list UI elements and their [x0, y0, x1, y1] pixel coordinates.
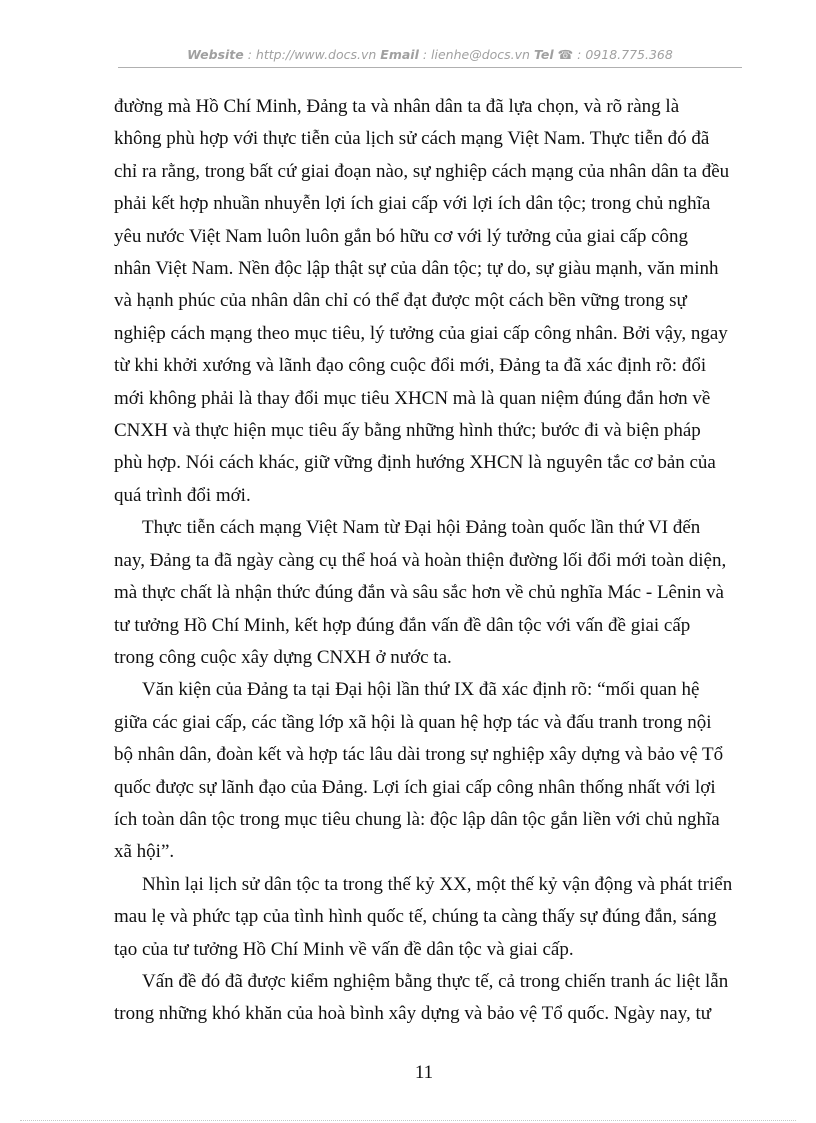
text-line: nghiệp cách mạng theo mục tiêu, lý tưởng của giai cấp công nhân. Bởi vậy, ngay: [114, 322, 728, 344]
paragraph: [114, 966, 742, 1031]
text-line: mà thực chất là nhận thức đúng đắn và sâu sắc hơn về chủ nghĩa Mác - Lênin và: [114, 582, 724, 604]
text-line: Nhìn lại lịch sử dân tộc ta trong thế kỷ XX, một thế kỷ vận động và phát triển: [142, 873, 733, 895]
paragraph: [114, 512, 742, 674]
tel-label: Tel: [533, 47, 554, 62]
text-line: phù hợp. Nói cách khác, giữ vững định hướng XHCN là nguyên tắc cơ bản của: [114, 452, 716, 474]
text-line: yêu nước Việt Nam luôn luôn gắn bó hữu cơ với lý tưởng của giai cấp công: [114, 225, 689, 247]
text-line: chỉ ra rằng, trong bất cứ giai đoạn nào, sự nghiệp cách mạng của nhân dân ta đều: [114, 160, 730, 182]
email-value: : lienhe@docs.vn: [418, 47, 534, 62]
page-number: 11: [414, 1062, 434, 1083]
email-label: Email: [380, 47, 419, 62]
text-line: trong những khó khăn của hoà bình xây dựng và bảo vệ Tổ quốc. Ngày nay, tư: [114, 1003, 712, 1025]
text-line: đường mà Hồ Chí Minh, Đảng ta và nhân dân ta đã lựa chọn, và rõ ràng là: [114, 96, 680, 117]
text-line: ích toàn dân tộc trong mục tiêu chung là: độc lập dân tộc gắn liền với chủ nghĩa: [114, 808, 720, 830]
paragraph: [114, 91, 742, 512]
text-line: quốc được sự lãnh đạo của Đảng. Lợi ích giai cấp công nhân thống nhất với lợi: [114, 776, 716, 798]
text-line: xã hội”.: [114, 841, 175, 863]
paragraph: [114, 674, 742, 868]
page-header: [118, 47, 742, 69]
header-divider: [118, 67, 742, 68]
text-line: nay, Đảng ta đã ngày càng cụ thể hoá và hoàn thiện đường lối đổi mới toàn diện,: [114, 549, 727, 571]
paragraph: [114, 869, 742, 966]
tel-value: : 0918.775.368: [573, 47, 673, 62]
text-line: giữa các giai cấp, các tầng lớp xã hội là quan hệ hợp tác và đấu tranh trong nội: [114, 711, 712, 733]
text-line: Thực tiễn cách mạng Việt Nam từ Đại hội Đảng toàn quốc lần thứ VI đến: [142, 517, 701, 539]
text-line: mau lẹ và phức tạp của tình hình quốc tế, chúng ta càng thấy sự đúng đắn, sáng: [114, 906, 717, 928]
text-line: nhân Việt Nam. Nền độc lập thật sự của dân tộc; tự do, sự giàu mạnh, văn minh: [114, 258, 719, 280]
document-body: [114, 91, 742, 1031]
text-line: Vấn đề đó đã được kiểm nghiệm bằng thực tế, cả trong chiến tranh ác liệt lẫn: [142, 970, 729, 992]
text-line: tạo của tư tưởng Hồ Chí Minh về vấn đề dân tộc và giai cấp.: [114, 938, 574, 960]
text-line: tư tưởng Hồ Chí Minh, kết hợp đúng đắn vấn đề dân tộc với vấn đề giai cấp: [114, 614, 691, 636]
text-line: mới không phải là thay đổi mục tiêu XHCN mà là quan niệm đúng đắn hơn về: [114, 387, 711, 409]
text-line: từ khi khởi xướng và lãnh đạo công cuộc đổi mới, Đảng ta đã xác định rõ: đổi: [114, 355, 707, 377]
text-line: phải kết hợp nhuần nhuyễn lợi ích giai cấp với lợi ích dân tộc; trong chủ nghĩa: [114, 193, 711, 215]
text-line: không phù hợp với thực tiễn của lịch sử cách mạng Việt Nam. Thực tiễn đó đã: [114, 128, 710, 150]
text-line: và hạnh phúc của nhân dân chỉ có thể đạt được một cách bền vững trong sự: [114, 290, 687, 312]
text-line: CNXH và thực hiện mục tiêu ấy bằng những hình thức; bước đi và biện pháp: [114, 420, 701, 442]
website-value: : http://www.docs.vn: [243, 47, 381, 62]
text-line: Văn kiện của Đảng ta tại Đại hội lần thứ IX đã xác định rõ: “mối quan hệ: [142, 679, 700, 701]
footer-divider: [20, 1120, 796, 1121]
phone-icon: ☎: [557, 47, 574, 62]
text-line: quá trình đổi mới.: [114, 484, 251, 506]
text-line: bộ nhân dân, đoàn kết và hợp tác lâu dài trong sự nghiệp xây dựng và bảo vệ Tổ: [114, 744, 724, 766]
website-label: Website: [187, 47, 244, 62]
text-line: trong công cuộc xây dựng CNXH ở nước ta.: [114, 646, 452, 668]
